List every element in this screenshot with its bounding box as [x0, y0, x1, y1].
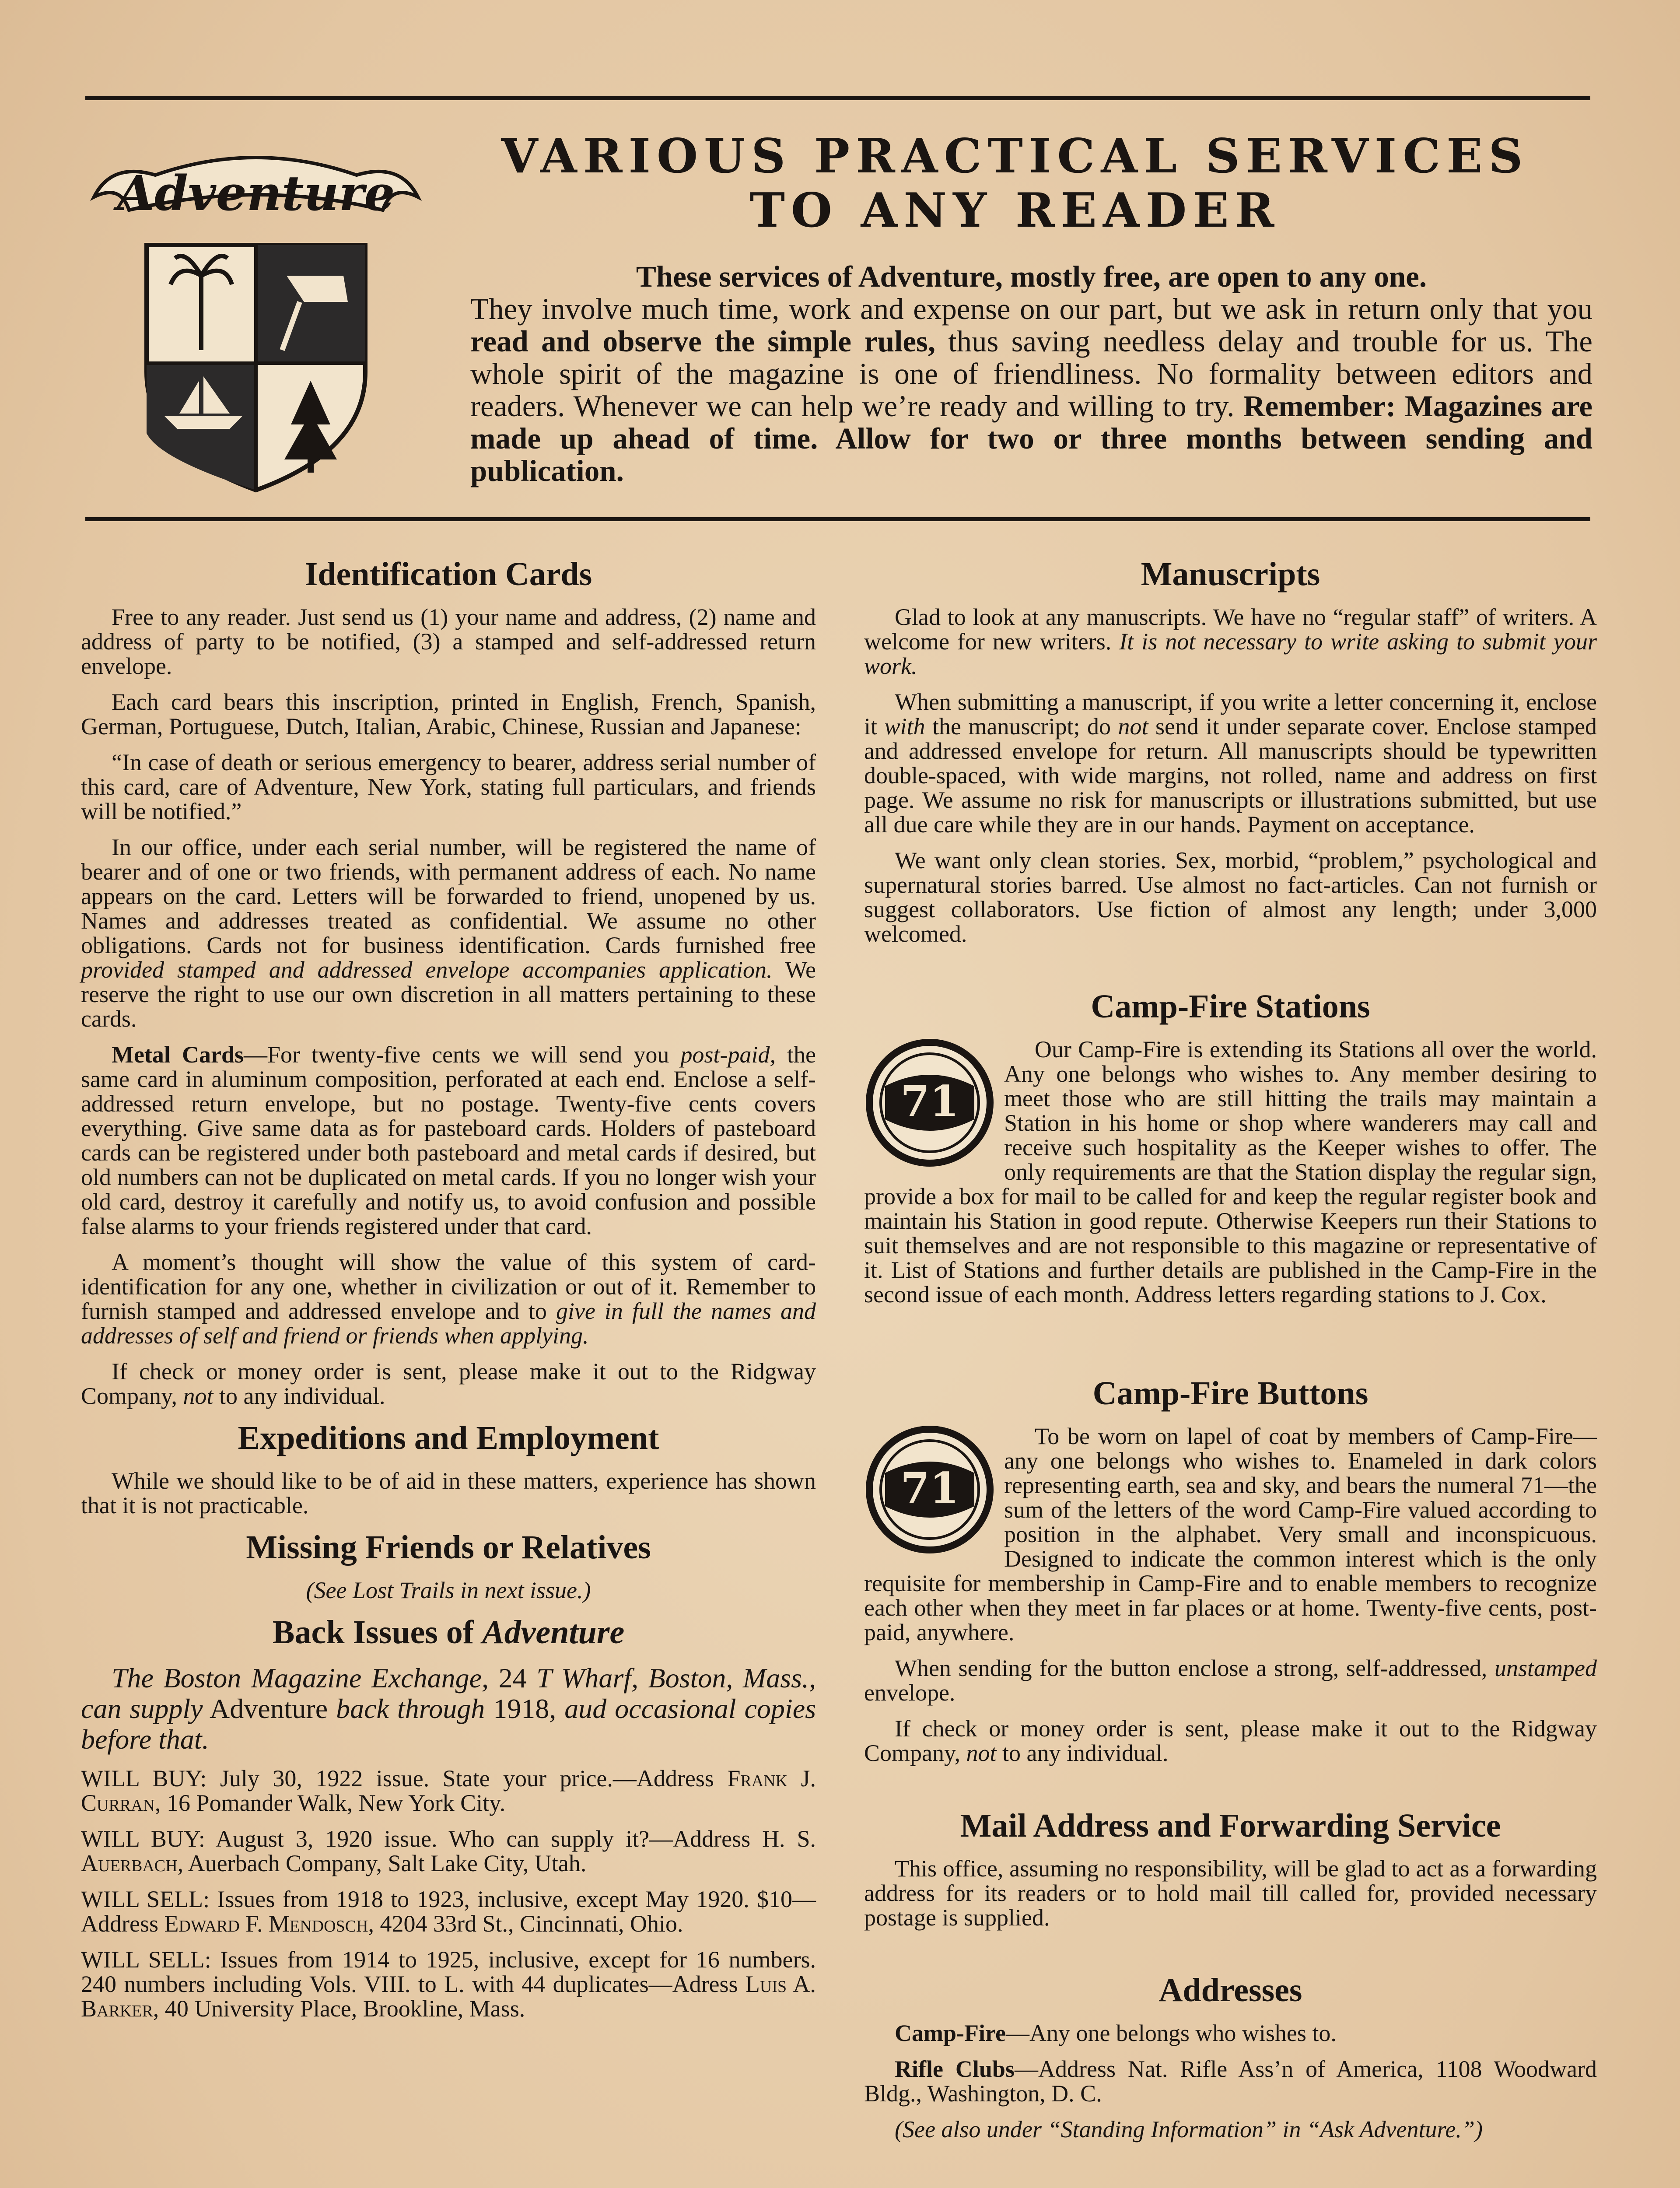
campfire-buttons-heading: Camp-Fire Buttons	[1092, 1375, 1368, 1412]
buttons-block	[864, 1424, 1597, 1645]
id-paragraph-2: Each card bears this inscription, printed in English, French, Spanish, German, Portuguese, Dutch, Italian, Arabic, Chinese, Russian and Japanese:	[81, 689, 816, 740]
boston-italic-3: back through	[336, 1693, 485, 1724]
top-rule	[85, 96, 1590, 100]
intro-lead: These services of Adventure, mostly free, are open to any one.	[636, 260, 1427, 293]
will-sell-1	[81, 1887, 816, 1936]
check-text-a: If check or money order is sent, please make it out to the Ridgway Company,	[81, 1358, 816, 1409]
check-paragraph	[81, 1359, 816, 1408]
intro-rules: read and observe the simple rules,	[470, 325, 936, 358]
sell1-text: WILL SELL: Issues from 1918 to 1923, inclusive, except May 1920. $10—Address	[81, 1886, 816, 1937]
will-buy-1	[81, 1766, 816, 1815]
id-paragraph-4	[81, 835, 816, 1031]
sell2-text: WILL SELL: Issues from 1914 to 1925, inclusive, except for 16 numbers. 240 numbers including Vols. VIII. to L. with 44 duplicates—Adress	[81, 1946, 816, 1997]
missing-friends-sub: (See Lost Trails in next issue.)	[306, 1577, 591, 1603]
sell2-address: 40 University Place, Brookline, Mass.	[164, 1995, 525, 2022]
will-buy-2	[81, 1827, 816, 1876]
cfb-p3-italic: not	[966, 1740, 997, 1766]
will-sell-2	[81, 1947, 816, 2021]
sell1-name: Edward F. Mendosch,	[164, 1911, 374, 1937]
buy1-address: 16 Pomander Walk, New York City.	[167, 1790, 506, 1816]
ms-p2-text-a: When submitting a manuscript, if you write a letter concerning it, enclose it	[864, 689, 1597, 740]
back-issues-magazine: Adventure	[482, 1614, 625, 1651]
expeditions-heading: Expeditions and Employment	[238, 1420, 659, 1456]
boston-italic-2: T Wharf, Boston, Mass., can supply	[81, 1662, 816, 1724]
mail-address-heading: Mail Address and Forwarding Service	[960, 1807, 1501, 1844]
mail-paragraph: This office, assuming no responsibility, will be glad to act as a forwarding address for its readers or to hold mail till called for, provided necessary postage is supplied.	[864, 1855, 1597, 1931]
buy2-address: Auerbach Company, Salt Lake City, Utah.	[188, 1850, 587, 1876]
sell2-name: Luis A. Barker,	[81, 1971, 816, 2022]
logo-text: Adventure	[117, 165, 395, 221]
buy1-text: WILL BUY: July 30, 1922 issue. State your price.—Address	[81, 1765, 714, 1792]
moment-paragraph	[81, 1250, 816, 1348]
left-column	[81, 556, 816, 2032]
cfb-p3-text-a: If check or money order is sent, please make it out to the Ridgway Company,	[864, 1715, 1597, 1766]
ms-paragraph-3: We want only clean stories. Sex, morbid, “problem,” psychological and supernatural stories barred. Use almost no fact-articles. Can not furnish or suggest collaborators. Use fiction of almost any length; under 3,000 welcomed.	[864, 847, 1597, 947]
header-divider	[85, 517, 1590, 521]
moment-text: A moment’s thought will show the value of this system of card-identification for any one, whether in civilization or out of it. Remember to furnish stamped and addressed envelope and to	[81, 1249, 816, 1324]
manuscripts-heading: Manuscripts	[1141, 556, 1320, 593]
address-rifle-text: —Address Nat. Rifle Ass’n of America, 1108 Woodward Bldg., Washington, D. C.	[864, 2056, 1597, 2107]
campfire-71-emblem	[864, 1037, 995, 1168]
buy2-text: WILL BUY: August 3, 1920 issue. Who can supply it?—Address	[81, 1826, 751, 1852]
stations-paragraph: Our Camp-Fire is extending its Stations all over the world. Any one belongs who wishes to. Any member desiring to meet those who are still hitting the trails may maintain a Station in his home or shop where wanderers may call and receive such hospitality as the Keeper wishes to offer. The only requirements are that the Station display the regular sign, provide a box for mail to be called for and keep the regular register book and maintain his Station in good repute. Otherwise Keepers run their Stations to suit themselves and are not responsible to this magazine or representative of it. List of Stations and further details are published in the Camp-Fire in the second issue of each month. Address letters regarding stations to J. Cox.	[864, 1036, 1597, 1308]
boston-exchange-paragraph	[81, 1663, 816, 1755]
metal-text-a: —For twenty-five cents we will send you	[244, 1041, 669, 1068]
boston-text-a: 24	[498, 1662, 527, 1694]
intro-text-2: thus saving needless delay and trouble for us. The whole spirit of the magazine is one of friendliness. No formality between editors and readers. Whenever we can help we’re ready and willing to try.	[470, 325, 1592, 423]
back-issues-title: Back Issues of	[272, 1614, 474, 1651]
metal-text-b: the same card in aluminum composition, perforated at each end. Enclose a self-addressed return envelope, but no postage. Twenty-five cents covers everything. Give same data as for pasteboard cards. Holders of pasteboard cards can be registered under both pasteboard and metal cards if desired, but old numbers can not be duplicated on metal cards. If you no longer wish your old card, destroy it carefully and notify us, to avoid confusion and possible false alarms to your friends registered under that card.	[81, 1041, 816, 1239]
address-rifle-lead: Rifle Clubs	[895, 2056, 1015, 2082]
campfire-stations-heading: Camp-Fire Stations	[1091, 988, 1370, 1025]
id-p4-text-b: We reserve the right to use our own discretion in all matters pertaining to these cards.	[81, 957, 816, 1032]
buy1-name: Frank J. Curran,	[81, 1765, 816, 1816]
boston-italic-1: The Boston Magazine Exchange,	[112, 1662, 489, 1694]
check-italic: not	[183, 1383, 214, 1409]
id-p4-text: In our office, under each serial number, will be registered the name of bearer and of one or two friends, with permanent address of each. No name appears on the card. Letters will be forwarded to friend, unopened by us. Names and addresses treated as confidential. We assume no other obligations. Cards not for business identification. Cards furnished free	[81, 834, 816, 958]
metal-cards-paragraph	[81, 1042, 816, 1238]
buy2-name: H. S. Auerbach,	[81, 1826, 816, 1876]
intro-remember: Remember: Magazines are made up ahead of time. Allow for two or three months between sending and publication.	[470, 389, 1592, 487]
cfb-p2-text-a: When sending for the button enclose a strong, self-addressed,	[895, 1655, 1488, 1681]
ms-paragraph-2	[864, 690, 1597, 837]
cfb-p3-text-b: to any individual.	[1002, 1740, 1169, 1766]
boston-italic-4: aud occasional copies before that.	[81, 1693, 816, 1755]
addresses-heading: Addresses	[1158, 1972, 1302, 2009]
emblem-number: 71	[900, 1076, 959, 1126]
buttons-paragraph-2	[864, 1656, 1597, 1705]
boston-text-b: Adventure	[209, 1693, 328, 1724]
address-rifle-clubs	[864, 2057, 1597, 2106]
ms-p2-text-b: the manuscript; do	[932, 713, 1111, 740]
check-text-b: to any individual.	[219, 1383, 385, 1409]
buttons-paragraph-3	[864, 1716, 1597, 1765]
moment-italic: give in full the names and addresses of self and friend or friends when applying.	[81, 1298, 816, 1349]
boston-text-c: 1918,	[493, 1693, 556, 1724]
back-issues-heading	[81, 1614, 816, 1651]
adventure-shield-logo	[85, 144, 427, 494]
ms-p2-italic-1: with	[884, 713, 925, 740]
id-paragraph-1: Free to any reader. Just send us (1) your name and address, (2) name and address of party to be notified, (3) a stamped and self-addressed return envelope.	[81, 604, 816, 679]
ms-p2-text-c: send it under separate cover. Enclose stamped and addressed envelope for return. All manuscripts should be typewritten double-spaced, with wide margins, not rolled, name and address on first page. We assume no risk for manuscripts or illustrations submitted, but use all due care while they are in our hands. Payment on acceptance.	[864, 713, 1597, 838]
buttons-paragraph-1: To be worn on lapel of coat by members of Camp-Fire—any one belongs who wishes to. Enameled in dark colors representing earth, sea and sky, and bears the numeral 71—the sum of the letters of the word Camp-Fire valued according to position in the alphabet. Very small and inconspicuous. Designed to indicate the common interest which is the only requisite for membership in Camp-Fire and to enable members to recognize each other when they meet in far places or at home. Twenty-five cents, post-paid, anywhere.	[864, 1423, 1597, 1645]
page-title	[438, 129, 1592, 238]
expeditions-paragraph: While we should like to be of aid in these matters, experience has shown that it is not practicable.	[81, 1468, 816, 1518]
missing-friends-heading: Missing Friends or Relatives	[246, 1529, 651, 1566]
address-campfire-lead: Camp-Fire	[895, 2020, 1006, 2046]
cfb-p2-italic: unstamped	[1494, 1655, 1597, 1681]
ms-paragraph-1	[864, 605, 1597, 678]
campfire-button-emblem	[864, 1424, 995, 1555]
title-line-1: VARIOUS PRACTICAL SERVICES	[501, 129, 1529, 184]
ms-p1-text: Glad to look at any manuscripts. We have no “regular staff” of writers. A welcome for new writers.	[864, 604, 1597, 655]
metal-cards-lead: Metal Cards	[112, 1041, 244, 1068]
id-p4-italic: provided stamped and addressed envelope accompanies application.	[81, 957, 773, 983]
ms-p2-italic-2: not	[1118, 713, 1148, 740]
title-line-2: TO ANY READER	[749, 183, 1281, 238]
address-campfire-text: —Any one belongs who wishes to.	[1005, 2020, 1337, 2046]
intro-block	[470, 260, 1592, 487]
id-inscription: “In case of death or serious emergency to bearer, address serial number of this card, care of Adventure, New York, stating full particulars, and friends will be notified.”	[81, 749, 816, 824]
button-emblem-number: 71	[900, 1463, 959, 1513]
cfb-p2-text-b: envelope.	[864, 1680, 956, 1706]
sell1-address: 4204 33rd St., Cincinnati, Ohio.	[380, 1911, 683, 1937]
address-see-also: (See also under “Standing Information” in “Ask Adventure.”)	[895, 2116, 1483, 2142]
metal-italic: post-paid,	[680, 1041, 776, 1068]
right-column	[864, 556, 1597, 2153]
address-campfire	[864, 2021, 1597, 2045]
stations-block	[864, 1037, 1597, 1307]
intro-text-1: They involve much time, work and expense on our part, but we ask in return only that you	[470, 292, 1592, 326]
identification-cards-heading: Identification Cards	[304, 556, 592, 593]
ms-p1-italic: It is not necessary to write asking to submit your work.	[864, 628, 1597, 679]
